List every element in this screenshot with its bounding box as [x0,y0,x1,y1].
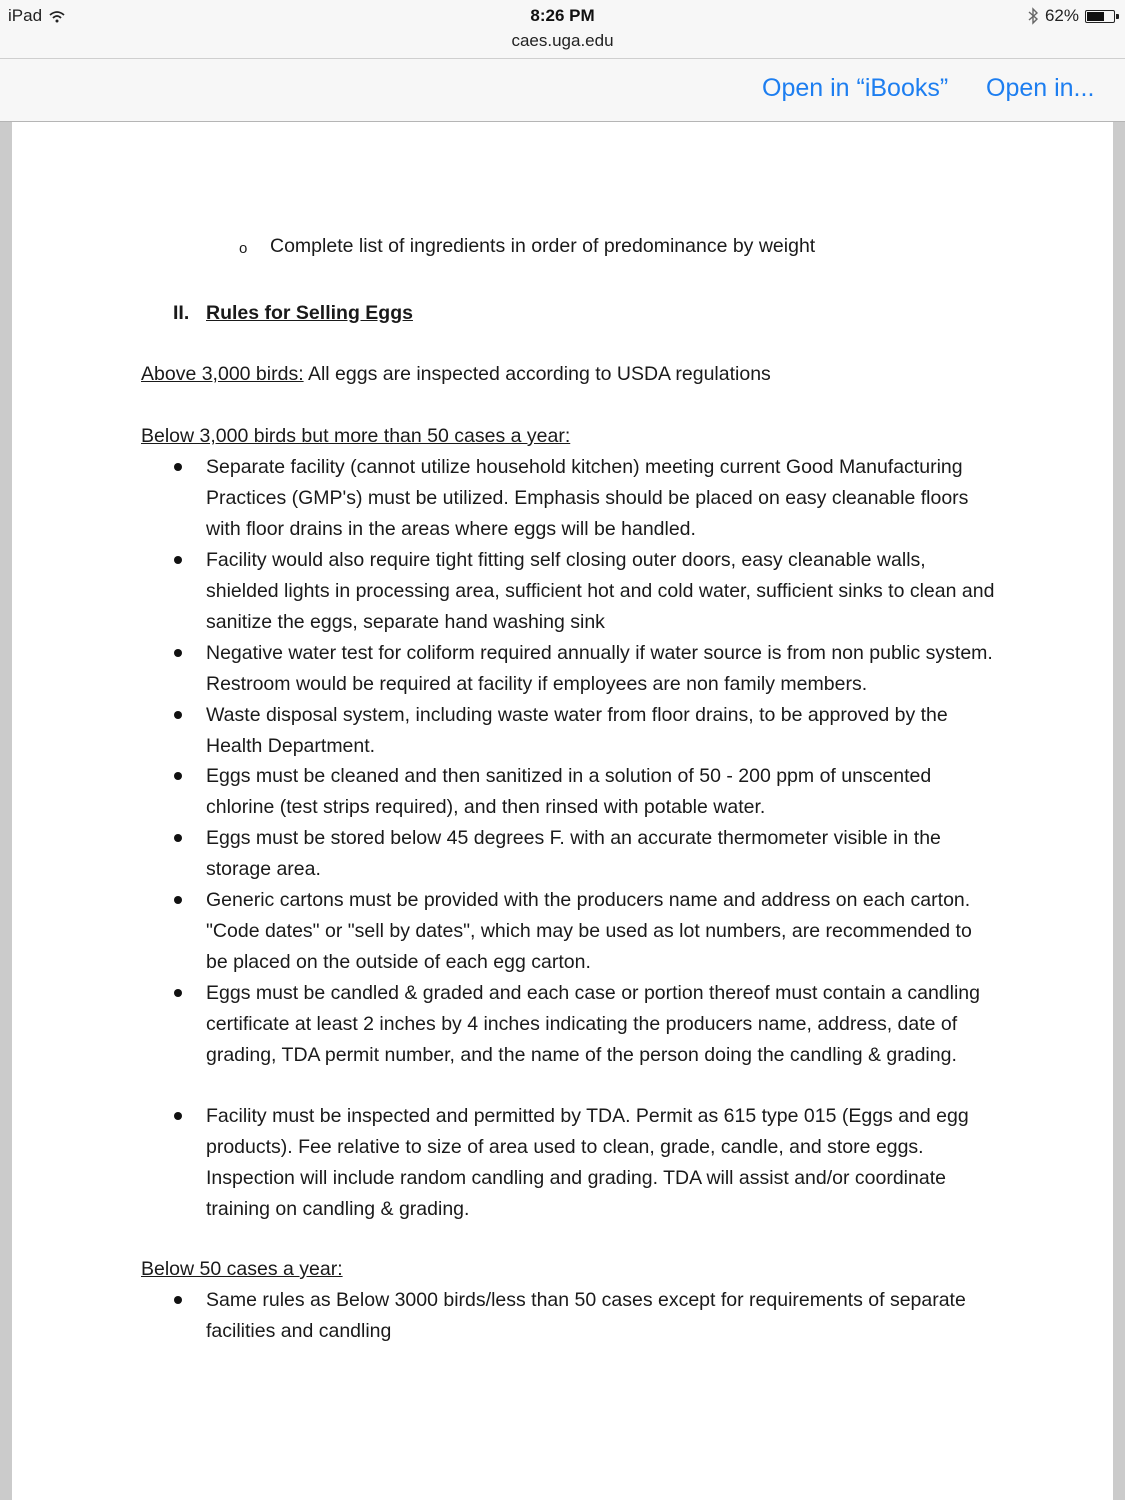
bullet-marker [174,649,182,657]
bullet-marker [174,772,182,780]
open-in-ibooks-button[interactable]: Open in “iBooks” [762,74,949,102]
list-item: Generic cartons must be provided with the producers name and address on each carton. "Code dates" or "sell by dates", which may be used as lot numbers, are recommended to be placed on the outside of each egg carton. [206,889,972,973]
sub-bullet-marker: o [239,240,248,257]
status-right [1027,6,1115,26]
below-50-label: Below 50 cases a year: [141,1258,343,1280]
battery-tip [1116,14,1119,19]
list-item: Separate facility (cannot utilize household kitchen) meeting current Good Manufacturing Practices (GMP's) must be utilized. Emphasis should be placed on easy cleanable floors with floor drains in the areas where eggs will be handled. [206,456,969,540]
list-item: Eggs must be cleaned and then sanitized in a solution of 50 - 200 ppm of unscented chlorine (test strips required), and then rinsed with potable water. [206,765,932,818]
list-item: Waste disposal system, including waste water from floor drains, to be approved by the Health Department. [206,704,948,757]
device-label: iPad [8,6,43,25]
list-item: Facility must be inspected and permitted by TDA. Permit as 615 type 015 (Eggs and egg products). Fee relative to size of area used to clean, grade, candle, and store eggs. Inspection will include random candling and grading. TDA will assist and/or coordinate training on candling & grading. [206,1105,969,1220]
bullet-marker [174,896,182,904]
bullet-marker [174,834,182,842]
below-3000-label: Below 3,000 birds but more than 50 cases a year: [141,425,571,447]
sub-bullet-text: Complete list of ingredients in order of predominance by weight [270,235,816,257]
bullet-marker [174,1112,182,1120]
bullet-marker [174,1296,182,1304]
above-3000-label: Above 3,000 birds: [141,363,304,385]
open-in-button[interactable]: Open in... [986,74,1095,102]
list-item: Eggs must be candled & graded and each case or portion thereof must contain a candling certificate at least 2 inches by 4 inches indicating the producers name, address, date of grading, TDA permit number, and the name of the person doing the candling & grading. [206,982,980,1066]
section-number: II. [173,302,190,324]
bullet-marker [174,711,182,719]
status-bar [0,0,1125,58]
battery-fill [1087,12,1104,21]
bullet-marker [174,989,182,997]
above-3000-paragraph [141,363,771,386]
list-item: Eggs must be stored below 45 degrees F. with an accurate thermometer visible in the storage area. [206,827,941,880]
bullet-marker [174,556,182,564]
bluetooth-icon [1027,7,1039,25]
bullet-marker [174,463,182,471]
section-title: Rules for Selling Eggs [206,302,413,324]
above-3000-text: All eggs are inspected according to USDA regulations [303,363,771,385]
list-item: Negative water test for coliform required annually if water source is from non public system. Restroom would be required at facility if employees are non family members. [206,642,993,695]
pdf-toolbar [0,58,1125,122]
document-page [12,122,1113,1500]
battery-percent: 62% [1044,6,1079,25]
battery-icon [1085,10,1115,23]
status-time: 8:26 PM [530,6,595,25]
list-item: Same rules as Below 3000 birds/less than 50 cases except for requirements of separate facilities and candling [206,1289,966,1342]
list-item: Facility would also require tight fitting self closing outer doors, easy cleanable walls, shielded lights in processing area, sufficient hot and cold water, sufficient sinks to clean and sanitize the eggs, separate hand washing sink [206,549,995,633]
address-url[interactable]: caes.uga.edu [511,31,614,50]
